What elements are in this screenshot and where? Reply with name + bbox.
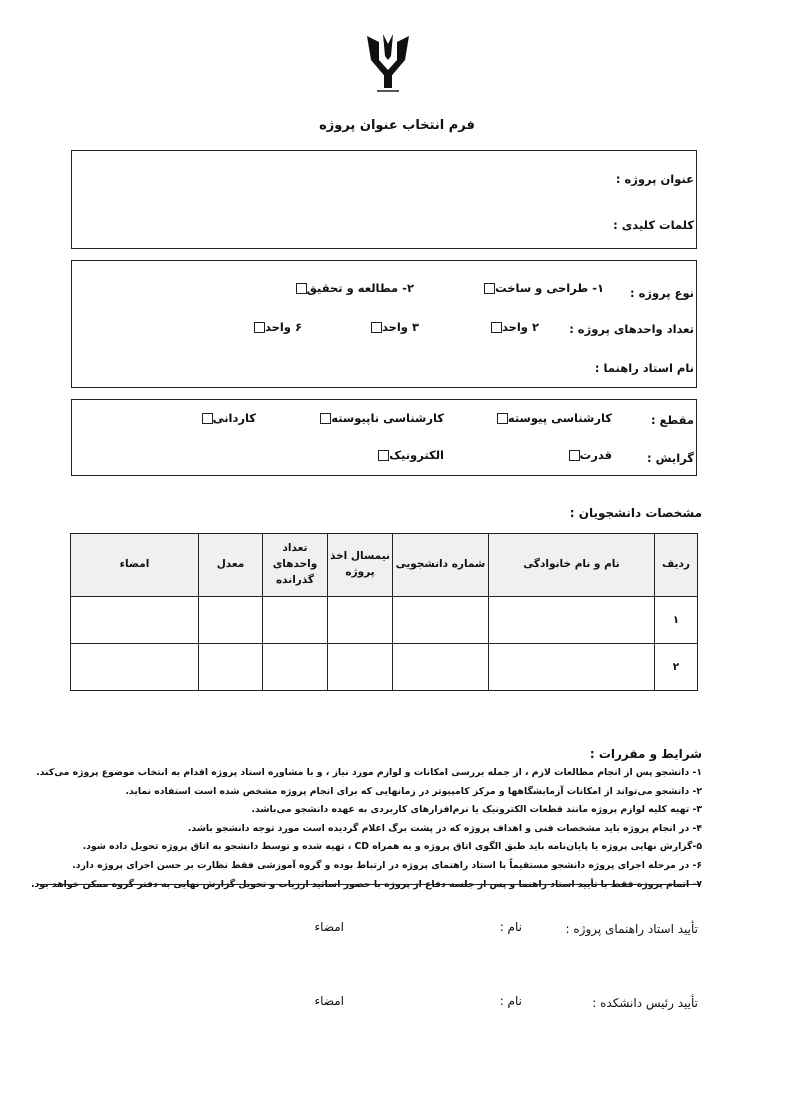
row-number: ۱ bbox=[655, 597, 698, 644]
major-option-power[interactable] bbox=[559, 448, 612, 462]
level-noncontinuous-bsc-label: کارشناسی ناپیوسته bbox=[331, 411, 444, 425]
students-table bbox=[70, 533, 698, 691]
level-option-noncontinuous-bsc[interactable] bbox=[310, 411, 444, 425]
form-title: فرم انتخاب عنوان پروژه bbox=[319, 118, 475, 133]
major-option-electronics[interactable] bbox=[368, 448, 444, 462]
units-cell[interactable] bbox=[263, 597, 328, 644]
col-gpa: معدل bbox=[199, 534, 263, 597]
head-name-field[interactable]: نام : bbox=[499, 994, 522, 1008]
major-power-label: قدرت bbox=[579, 448, 612, 462]
units-2-checkbox[interactable] bbox=[491, 322, 502, 333]
rule-item: ۲- دانشجو می‌تواند از امکانات آزمایشگاهها و مرکز کامپیوتر در زمانهایی که برای انجام پروژه مشخص شده است استفاده نماید. bbox=[125, 785, 702, 797]
units-option-2-label: ۲ واحد bbox=[501, 320, 539, 334]
type-design-checkbox[interactable] bbox=[484, 283, 495, 294]
advisor-name-field[interactable]: نام : bbox=[499, 920, 522, 934]
major-electronics-checkbox[interactable] bbox=[378, 450, 389, 461]
level-option-continuous-bsc[interactable] bbox=[487, 411, 612, 425]
divider-line bbox=[38, 884, 698, 885]
degree-level-label: مقطع : bbox=[650, 413, 694, 427]
project-type-label: نوع پروژه : bbox=[629, 286, 694, 300]
col-passed-units: تعداد واحدهای گذرانده bbox=[263, 534, 328, 597]
level-noncontinuous-bsc-checkbox[interactable] bbox=[320, 413, 331, 424]
table-header-row bbox=[71, 534, 698, 597]
student-id-cell[interactable] bbox=[393, 597, 489, 644]
rule-item: ۶- در مرحله اجرای پروژه دانشجو مستقیماً با استاد راهنمای پروژه در ارتباط بوده و گروه آموزشی فقط نظارت بر حسن اجرای پروژه دارد. bbox=[72, 859, 702, 871]
major-power-checkbox[interactable] bbox=[569, 450, 580, 461]
table-row bbox=[71, 597, 698, 644]
student-id-cell[interactable] bbox=[393, 644, 489, 691]
row-number: ۲ bbox=[655, 644, 698, 691]
units-option-2[interactable] bbox=[481, 320, 539, 334]
gpa-cell[interactable] bbox=[199, 644, 263, 691]
rules-section bbox=[30, 744, 702, 894]
advisor-name-label: نام استاد راهنما : bbox=[594, 361, 694, 375]
units-option-6[interactable] bbox=[244, 320, 302, 334]
gpa-cell[interactable] bbox=[199, 597, 263, 644]
level-associate-label: کاردانی bbox=[212, 411, 256, 425]
table-row bbox=[71, 644, 698, 691]
project-info-box bbox=[71, 150, 697, 249]
students-heading: مشخصات دانشجویان : bbox=[569, 506, 702, 520]
rules-heading: شرایط و مقررات : bbox=[589, 747, 702, 761]
level-continuous-bsc-label: کارشناسی پیوسته bbox=[507, 411, 612, 425]
units-cell[interactable] bbox=[263, 644, 328, 691]
level-continuous-bsc-checkbox[interactable] bbox=[497, 413, 508, 424]
col-project-semester: نیمسال اخذ پروژه bbox=[328, 534, 393, 597]
semester-cell[interactable] bbox=[328, 597, 393, 644]
semester-cell[interactable] bbox=[328, 644, 393, 691]
col-student-id: شماره دانشجویی bbox=[393, 534, 489, 597]
university-logo bbox=[365, 30, 411, 96]
units-option-3-label: ۳ واحد bbox=[381, 320, 419, 334]
signature-cell[interactable] bbox=[71, 597, 199, 644]
keywords-label: کلمات کلیدی : bbox=[613, 218, 694, 232]
type-option-design-label: ۱- طراحی و ساخت bbox=[495, 281, 604, 295]
advisor-approval-label: تأیید استاد راهنمای پروژه : bbox=[565, 922, 698, 936]
units-3-checkbox[interactable] bbox=[371, 322, 382, 333]
name-cell[interactable] bbox=[489, 644, 655, 691]
type-option-design[interactable] bbox=[474, 281, 604, 295]
units-option-3[interactable] bbox=[361, 320, 419, 334]
head-signature-field[interactable]: امضاء bbox=[314, 994, 344, 1008]
type-option-research-label: ۲- مطالعه و تحقیق bbox=[306, 281, 414, 295]
rule-item: ۴- در انجام پروژه باید مشخصات فنی و اهداف پروژه که در پشت برگ اعلام گردیده است مورد توجه دانشجو باشد. bbox=[187, 822, 702, 834]
signature-cell[interactable] bbox=[71, 644, 199, 691]
level-option-associate[interactable] bbox=[192, 411, 256, 425]
advisor-signature-field[interactable]: امضاء bbox=[314, 920, 344, 934]
type-research-checkbox[interactable] bbox=[296, 283, 307, 294]
major-label: گرایش : bbox=[647, 451, 694, 465]
name-cell[interactable] bbox=[489, 597, 655, 644]
level-associate-checkbox[interactable] bbox=[202, 413, 213, 424]
col-row-number: ردیف bbox=[655, 534, 698, 597]
units-label: تعداد واحدهای پروژه : bbox=[569, 322, 694, 336]
head-approval-label: تأیید رئیس دانشکده : bbox=[592, 996, 698, 1010]
units-6-checkbox[interactable] bbox=[254, 322, 265, 333]
units-option-6-label: ۶ واحد bbox=[264, 320, 302, 334]
col-signature: امضاء bbox=[71, 534, 199, 597]
rule-item: ۳- تهیه کلیه لوازم پروژه مانند قطعات الکترونیک یا نرم‌افزارهای کاربردی به عهده دانشجو می‌باشد. bbox=[251, 804, 702, 816]
major-electronics-label: الکترونیک bbox=[389, 448, 444, 462]
rule-item: ۵-گزارش نهایی پروژه یا پایان‌نامه باید طبق الگوی اتاق پروژه و به همراه CD ، تهیه شده و توسط دانشجو به اتاق پروژه تحویل داده شود. bbox=[82, 841, 702, 853]
col-full-name: نام و نام خانوادگی bbox=[489, 534, 655, 597]
rule-item: ۷- اتمام پروژه فقط با تأیید استاد راهنما و پس از جلسه دفاع از پروژه با حضور اساتید ارزیاب و تحویل گزارش نهایی به دفتر گروه ممکن خواهد بود. bbox=[30, 878, 702, 890]
rule-item: ۱- دانشجو پس از انجام مطالعات لازم ، از جمله بررسی امکانات و لوازم مورد نیاز ، و با مشاوره استاد پروژه اقدام به انتخاب موضوع پروژه می‌کند. bbox=[36, 767, 702, 778]
type-option-research[interactable] bbox=[286, 281, 414, 295]
project-title-label: عنوان پروژه : bbox=[615, 172, 694, 186]
